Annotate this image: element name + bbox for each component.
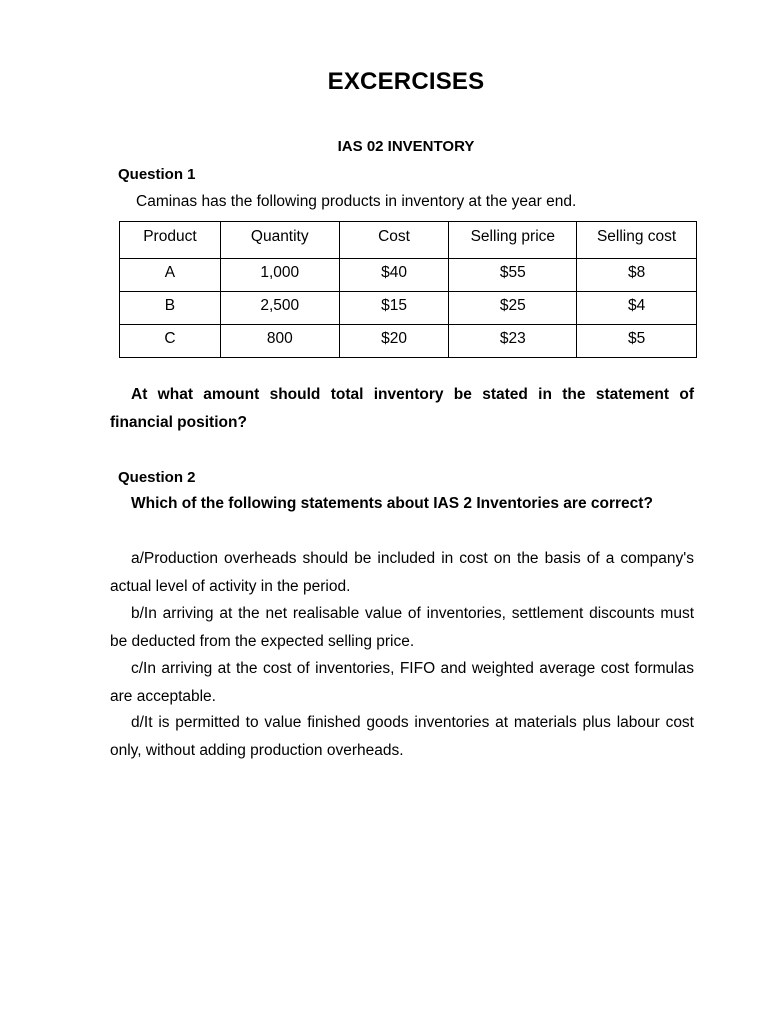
section-subtitle: IAS 02 INVENTORY — [337, 138, 475, 155]
table-cell: 2,500 — [220, 292, 339, 325]
table-cell: A — [120, 259, 221, 292]
table-row — [120, 292, 697, 325]
table-cell: C — [120, 325, 221, 358]
table-cell: $8 — [577, 259, 697, 292]
question-1-intro: Caminas has the following products in inventory at the year end. — [136, 193, 577, 210]
option-c: c/In arriving at the cost of inventories, FIFO and weighted average cost formulas are acceptable. — [110, 660, 694, 705]
table-cell: 1,000 — [220, 259, 339, 292]
table-cell: $40 — [339, 259, 449, 292]
question-2-heading: Question 2 — [118, 469, 196, 486]
column-header: Quantity — [220, 222, 339, 259]
table-cell: $23 — [449, 325, 577, 358]
table-row — [120, 325, 697, 358]
table-cell: $15 — [339, 292, 449, 325]
question-1-heading: Question 1 — [118, 166, 196, 183]
option-d: d/It is permitted to value finished goods inventories at materials plus labour cost only, without adding production overheads. — [110, 714, 694, 759]
table-cell: $5 — [577, 325, 697, 358]
table-cell: B — [120, 292, 221, 325]
page-title: EXCERCISES — [327, 68, 485, 95]
table-cell: 800 — [220, 325, 339, 358]
table-header-row — [120, 222, 697, 259]
table-cell: $55 — [449, 259, 577, 292]
table-cell: $20 — [339, 325, 449, 358]
column-header: Product — [120, 222, 221, 259]
question-1-prompt: At what amount should total inventory be stated in the statement of financial position? — [110, 386, 694, 431]
table-cell: $25 — [449, 292, 577, 325]
question-2-prompt: Which of the following statements about IAS 2 Inventories are correct? — [131, 495, 653, 512]
option-a: a/Production overheads should be included in cost on the basis of a company's actual level of activity in the period. — [110, 550, 694, 595]
column-header: Selling cost — [577, 222, 697, 259]
column-header: Cost — [339, 222, 449, 259]
inventory-table — [119, 221, 697, 358]
option-b: b/In arriving at the net realisable value of inventories, settlement discounts must be deducted from the expected selling price. — [110, 605, 694, 650]
table-cell: $4 — [577, 292, 697, 325]
table-row — [120, 259, 697, 292]
column-header: Selling price — [449, 222, 577, 259]
